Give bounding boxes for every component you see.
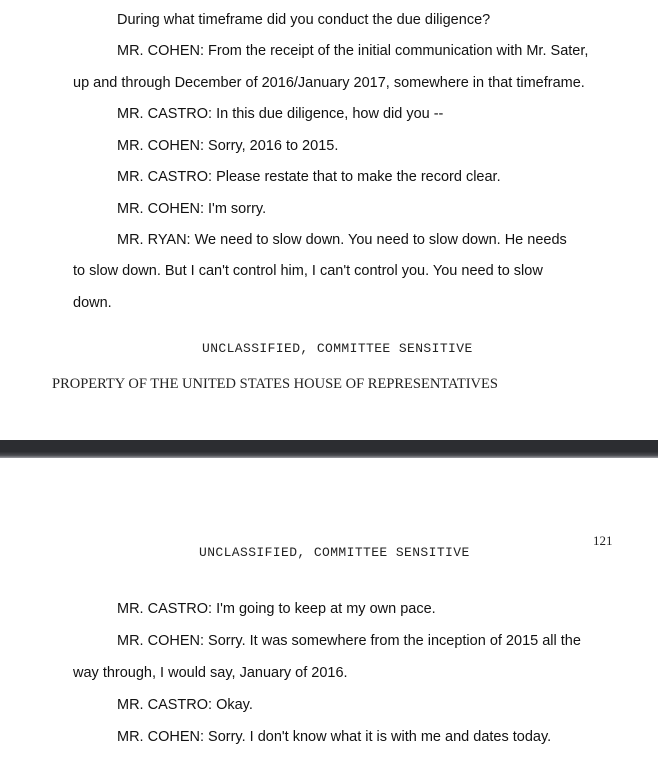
transcript-page-bottom bbox=[0, 458, 658, 758]
transcript-line: MR. CASTRO: I'm going to keep at my own pace. bbox=[117, 601, 436, 617]
transcript-line: During what timeframe did you conduct the due diligence? bbox=[117, 12, 491, 28]
classification-footer: UNCLASSIFIED, COMMITTEE SENSITIVE bbox=[202, 341, 473, 356]
transcript-line: MR. CASTRO: In this due diligence, how did you -- bbox=[117, 106, 444, 122]
page-number: 121 bbox=[593, 533, 613, 548]
transcript-line: down. bbox=[73, 295, 112, 311]
transcript-line: way through, I would say, January of 2016. bbox=[73, 665, 348, 681]
transcript-line: MR. COHEN: Sorry. I don't know what it is with me and dates today. bbox=[117, 729, 552, 745]
transcript-line: MR. COHEN: Sorry. It was somewhere from the inception of 2015 all the bbox=[117, 633, 581, 649]
transcript-line: MR. COHEN: From the receipt of the initial communication with Mr. Sater, bbox=[117, 43, 589, 59]
transcript-line: MR. COHEN: I'm sorry. bbox=[117, 201, 267, 217]
transcript-line: MR. COHEN: Sorry, 2016 to 2015. bbox=[117, 138, 339, 154]
transcript-line: MR. CASTRO: Please restate that to make the record clear. bbox=[117, 169, 501, 185]
page-break-divider bbox=[0, 440, 658, 458]
transcript-line: MR. CASTRO: Okay. bbox=[117, 697, 253, 713]
classification-header: UNCLASSIFIED, COMMITTEE SENSITIVE bbox=[199, 545, 470, 560]
transcript-line: to slow down. But I can't control him, I can't control you. You need to slow bbox=[73, 263, 543, 279]
property-footer: PROPERTY OF THE UNITED STATES HOUSE OF REPRESENTATIVES bbox=[52, 376, 498, 392]
transcript-line: up and through December of 2016/January 2017, somewhere in that timeframe. bbox=[73, 75, 585, 91]
transcript-line: MR. RYAN: We need to slow down. You need to slow down. He needs bbox=[117, 232, 567, 248]
